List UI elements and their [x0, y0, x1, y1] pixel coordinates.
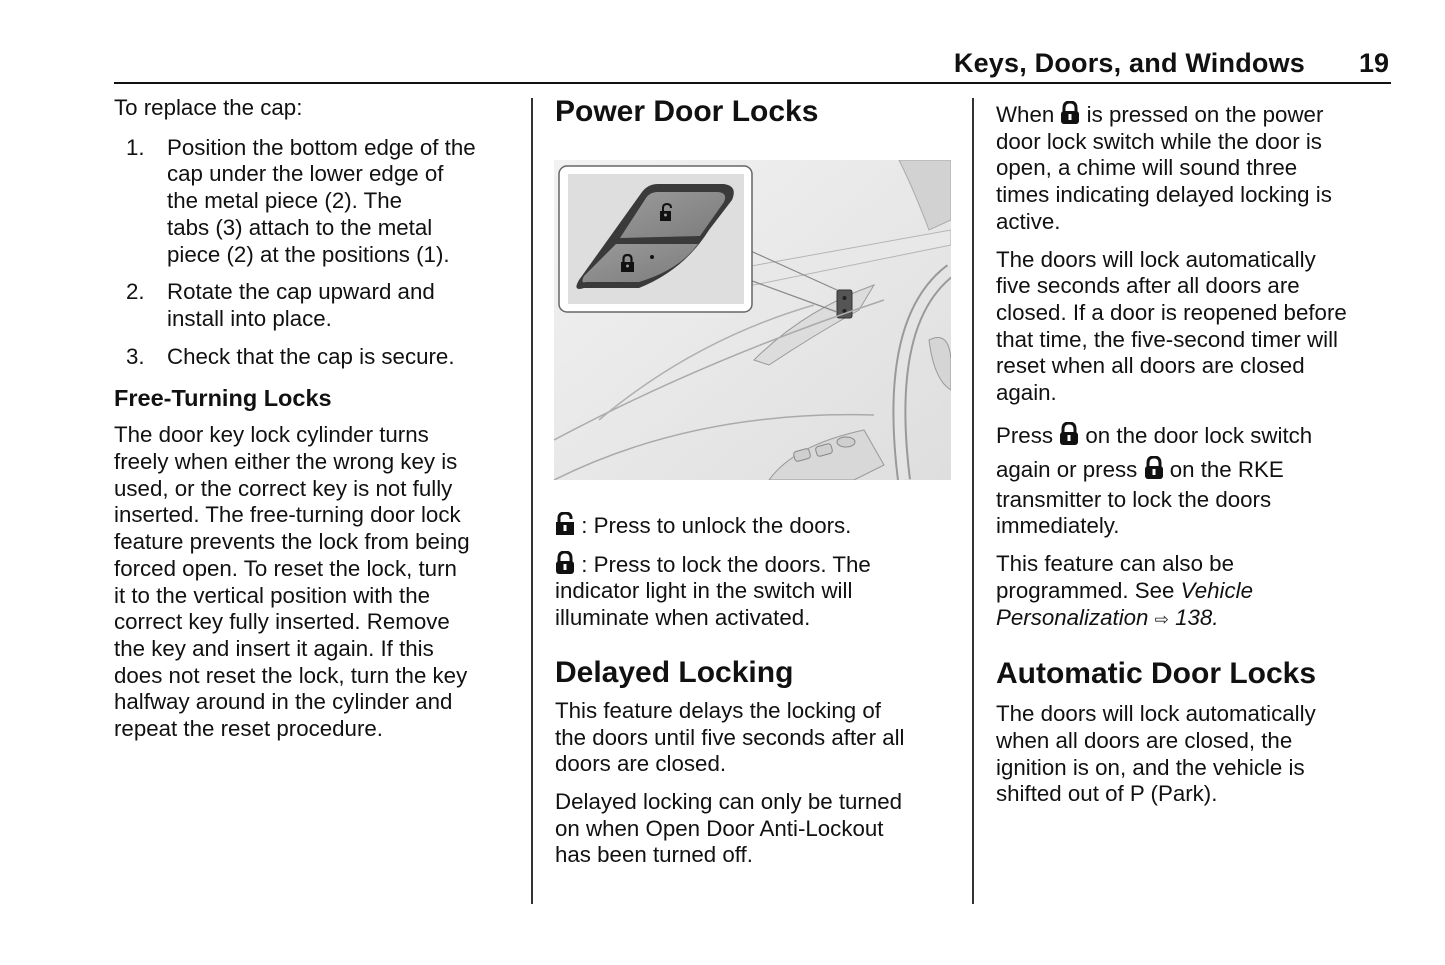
- cross-reference-link[interactable]: Vehicle: [1180, 577, 1253, 603]
- text-line: reset when all doors are closed: [996, 353, 1305, 379]
- text-fragment: is pressed on the power: [1080, 102, 1324, 127]
- text-line: This feature can also be: [996, 551, 1234, 577]
- step-item: [114, 344, 514, 371]
- delayed-locking-para1: [555, 698, 955, 778]
- text-line: transmitter to lock the doors: [996, 486, 1272, 512]
- text-line: closed. If a door is reopened before: [996, 299, 1347, 325]
- automatic-door-locks-paragraph: [996, 701, 1391, 808]
- body-line: The door key lock cylinder turns: [114, 422, 429, 448]
- text-fragment: on the door lock switch: [1079, 422, 1313, 448]
- auto-lock-timer-paragraph: [996, 247, 1391, 407]
- door-lock-switch-illustration: [554, 160, 951, 480]
- lock-description: [555, 551, 955, 632]
- intro-text: To replace the cap:: [114, 95, 303, 120]
- lock-icon: [1060, 101, 1080, 125]
- heading-free-turning-locks: Free-Turning Locks: [114, 385, 332, 412]
- door-switch-button: [843, 296, 847, 300]
- steps-list: [114, 135, 514, 371]
- arrow-right-icon: ⇨: [1154, 609, 1169, 629]
- section-title: Keys, Doors, and Windows: [953, 48, 1305, 78]
- delayed-locking-para2: [555, 789, 955, 869]
- step-number: 2.: [126, 279, 145, 305]
- text-line: that time, the five-second timer will: [996, 326, 1339, 352]
- page-header: [114, 44, 1391, 84]
- illustration-svg: [554, 160, 951, 480]
- text-fragment: again or press: [996, 456, 1144, 482]
- step-line: Position the bottom edge of the: [167, 134, 476, 160]
- body-line: halfway around in the cylinder and: [114, 689, 453, 715]
- text-fragment: .: [1212, 604, 1219, 630]
- column-left: [114, 95, 514, 743]
- column-divider: [531, 98, 533, 904]
- unlock-description: [555, 512, 955, 540]
- lock-icon: [1144, 456, 1164, 480]
- lock-desc-line: indicator light in the switch will: [555, 578, 853, 604]
- body-line: the key and insert it again. If this: [114, 635, 434, 661]
- text-line: The doors will lock automatically: [996, 246, 1316, 272]
- column-divider: [972, 98, 974, 904]
- text-line: has been turned off.: [555, 842, 753, 868]
- step-line: Check that the cap is secure.: [167, 343, 455, 369]
- text-fragment: When: [996, 102, 1061, 127]
- heading-delayed-locking: Delayed Locking: [555, 655, 794, 689]
- step-line: piece (2) at the positions (1).: [167, 241, 450, 267]
- text-line: immediately.: [996, 513, 1120, 539]
- text-line: shifted out of P (Park).: [996, 781, 1218, 807]
- unlock-icon: [555, 512, 575, 536]
- step-line: cap under the lower edge of: [167, 161, 444, 187]
- indicator-light: [650, 255, 654, 259]
- text-line: Delayed locking can only be turned: [555, 788, 903, 814]
- body-line: correct key fully inserted. Remove: [114, 609, 450, 635]
- step-item: [114, 279, 514, 332]
- text-fragment: Press: [996, 422, 1060, 448]
- text-line: door lock switch while the door is: [996, 128, 1322, 154]
- column-middle: [555, 95, 955, 129]
- text-line: active.: [996, 208, 1061, 234]
- body-line: used, or the correct key is not fully: [114, 475, 453, 501]
- programming-paragraph: [996, 551, 1391, 633]
- lock-icon: [1059, 422, 1079, 446]
- text-line: again.: [996, 380, 1057, 406]
- lock-desc-line: illuminate when activated.: [555, 605, 811, 631]
- text-line: when all doors are closed, the: [996, 727, 1293, 753]
- step-item: [114, 135, 514, 269]
- step-line: the metal piece (2). The: [167, 188, 403, 214]
- text-line: The doors will lock automatically: [996, 701, 1316, 727]
- unlock-desc-text: : Press to unlock the doors.: [581, 513, 852, 538]
- body-line: forced open. To reset the lock, turn: [114, 555, 457, 581]
- text-line: on when Open Door Anti-Lockout: [555, 815, 884, 841]
- column-middle-lower: [555, 512, 955, 869]
- heading-power-door-locks: Power Door Locks: [555, 95, 819, 128]
- free-turning-body: [114, 422, 514, 742]
- chime-paragraph: [996, 101, 1391, 236]
- page-number: 19: [1358, 48, 1389, 78]
- step-line: Rotate the cap upward and: [167, 279, 435, 305]
- text-line: open, a chime will sound three: [996, 155, 1298, 181]
- body-line: feature prevents the lock from being: [114, 529, 470, 555]
- text-line: doors are closed.: [555, 751, 727, 777]
- window-switch: [837, 437, 855, 447]
- heading-automatic-door-locks: Automatic Door Locks: [996, 657, 1317, 691]
- step-line: tabs (3) attach to the metal: [167, 214, 433, 240]
- step-number: 1.: [126, 134, 145, 160]
- text-line: times indicating delayed locking is: [996, 182, 1332, 208]
- cross-reference-link[interactable]: Personalization: [996, 604, 1149, 630]
- text-fragment: programmed. See: [996, 577, 1181, 603]
- text-line: the doors until five seconds after all: [555, 724, 905, 750]
- body-line: inserted. The free-turning door lock: [114, 502, 461, 528]
- text-line: five seconds after all doors are: [996, 273, 1300, 299]
- lock-icon: [555, 551, 575, 575]
- text-line: This feature delays the locking of: [555, 697, 881, 723]
- text-line: ignition is on, and the vehicle is: [996, 754, 1305, 780]
- step-number: 3.: [126, 343, 145, 369]
- page-reference[interactable]: 138: [1175, 604, 1213, 630]
- body-line: it to the vertical position with the: [114, 582, 431, 608]
- step-line: install into place.: [167, 305, 332, 331]
- lock-immediately-paragraph: [996, 419, 1391, 540]
- column-right: [996, 101, 1391, 808]
- lock-desc-line: : Press to lock the doors. The: [581, 551, 871, 577]
- body-line: repeat the reset procedure.: [114, 716, 383, 742]
- body-line: freely when either the wrong key is: [114, 449, 458, 475]
- text-fragment: on the RKE: [1163, 456, 1284, 482]
- body-line: does not reset the lock, turn the key: [114, 662, 468, 688]
